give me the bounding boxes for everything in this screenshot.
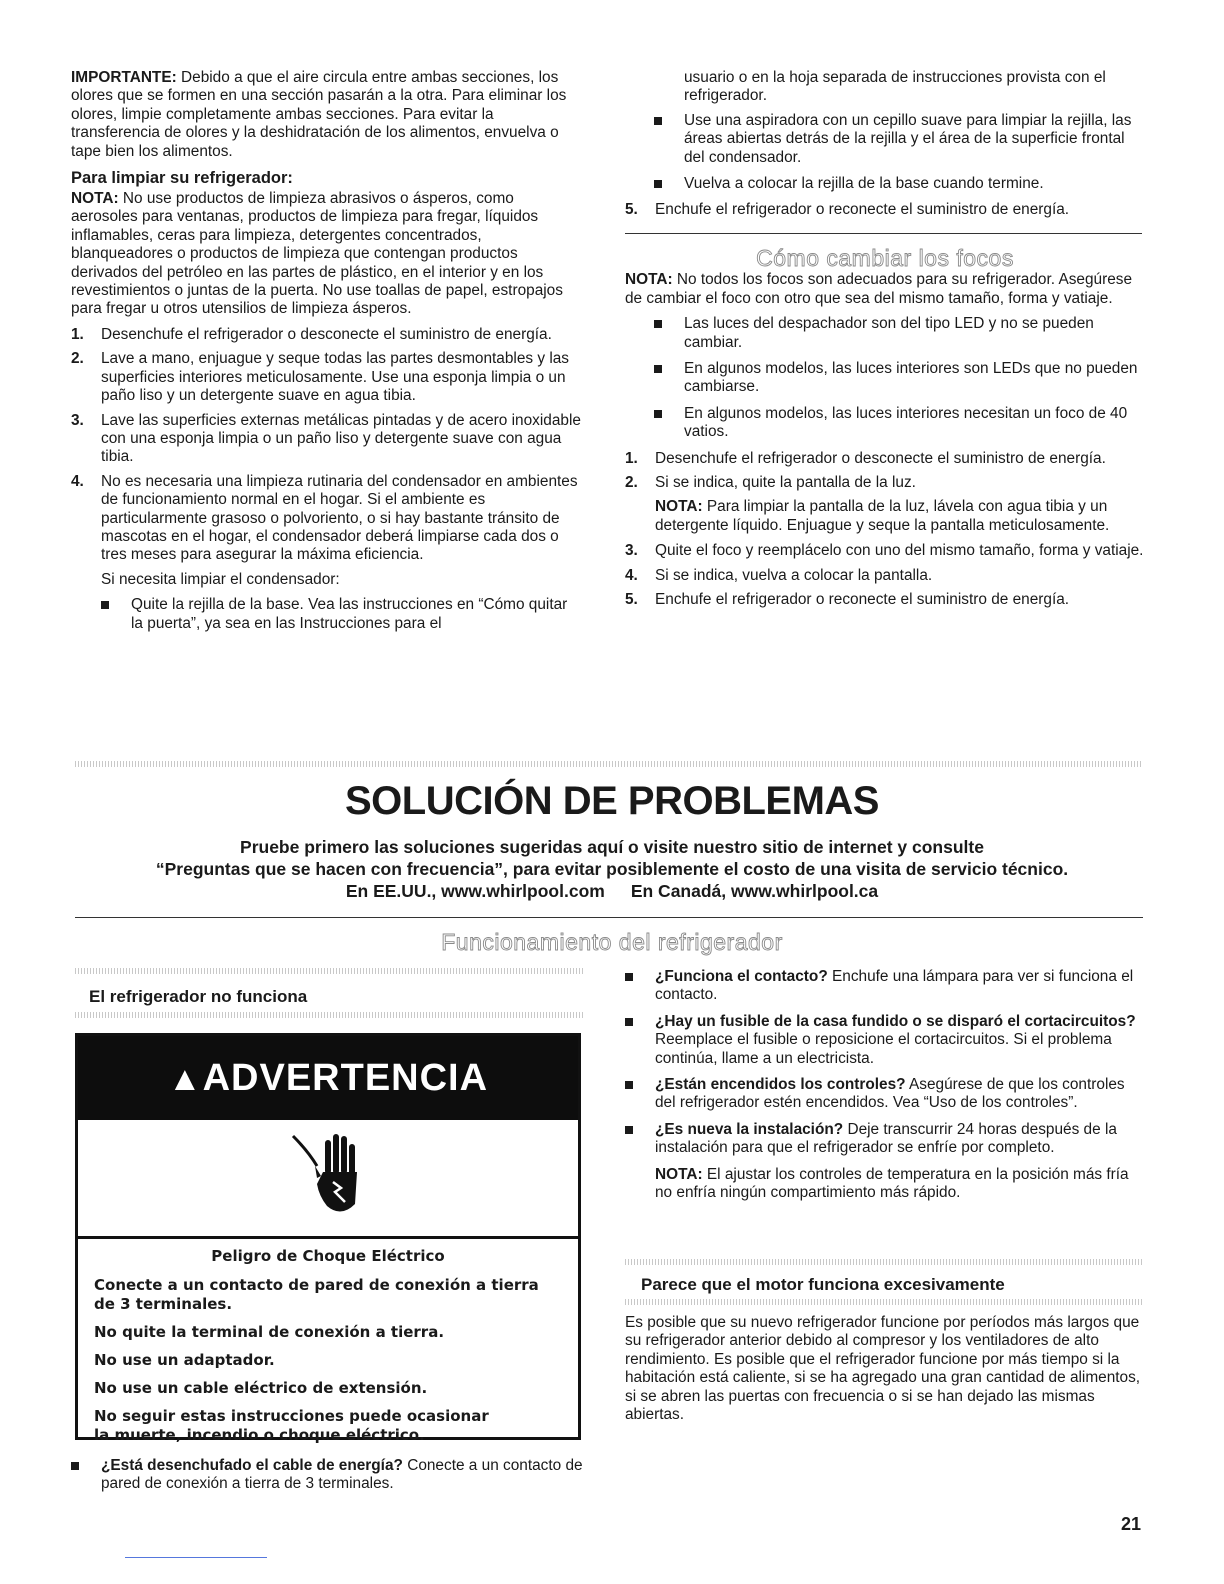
list-item: ¿Está desenchufado el cable de energía? Conecte a un contacto de pared de conexión a tierra de 3 terminales.: [71, 1457, 583, 1494]
list-item: Vuelva a colocar la rejilla de la base cuando termine.: [625, 175, 1145, 193]
list-item: ¿Es nueva la instalación? Deje transcurrir 24 horas después de la instalación para que el refrigerador se enfríe por completo.: [625, 1121, 1145, 1158]
warning-triangle-icon: ▲: [167, 1060, 203, 1098]
no-funciona-heading: El refrigerador no funciona: [89, 987, 308, 1006]
warning-body: Peligro de Choque Eléctrico Conecte a un contacto de pared de conexión a tierra de 3 terminales. No quite la terminal de conexión a tierra. No use un adaptador. No use un cable eléctrico de extensión. No seguir estas instrucciones puede ocasionar la muerte, incendio o choque eléctrico.: [78, 1239, 578, 1445]
left-bottom-bullet: [71, 1457, 583, 1502]
list-item: Use una aspiradora con un cepillo suave para limpiar la rejilla, las áreas abiertas detrás de la rejilla y el área de la superficie frontal del condensador.: [625, 112, 1145, 167]
page-title: SOLUCIÓN DE PROBLEMAS: [345, 779, 879, 823]
page-number: 21: [1120, 1514, 1141, 1534]
list-item: 3. Lave las superficies externas metálicas pintadas y de acero inoxidable con una esponja limpia o un paño liso y detergente suave con agua tibia.: [71, 411, 581, 466]
list-item: 2. Si se indica, quite la pantalla de la luz.: [625, 474, 916, 492]
bullet-icon: [625, 1121, 655, 1158]
list-item: 5. Enchufe el refrigerador o reconecte el suministro de energía.: [625, 591, 1070, 609]
bullet-icon: [625, 1076, 655, 1113]
bullet-icon: [654, 175, 684, 193]
list-item: ¿Hay un fusible de la casa fundido o se disparó el cortacircuitos? Reemplace el fusible o reposicione el cortacircuitos. Si el problema continúa, llame a un electricista.: [625, 1013, 1145, 1068]
dotted-divider: [75, 968, 583, 974]
list-item: Las luces del despachador son del tipo LED y no se pueden cambiar.: [625, 315, 1145, 352]
list-item: 4. Si se indica, vuelva a colocar la pantalla.: [625, 566, 933, 584]
focos-note: NOTA: No todos los focos son adecuados para su refrigerador. Asegúrese de cambiar el foco con otro que sea del mismo tamaño, forma y vatiaje.: [625, 271, 1133, 307]
list-item: 3. Quite el foco y reemplácelo con uno del mismo tamaño, forma y vatiaje.: [625, 542, 1144, 560]
bullet-icon: [625, 968, 655, 1005]
dotted-divider: [75, 1012, 583, 1018]
list-item: En algunos modelos, las luces interiores son LEDs que no pueden cambiarse.: [625, 360, 1145, 397]
cleaning-note: NOTA: No use productos de limpieza abrasivos o ásperos, como aerosoles para ventanas, productos de limpieza para fregar, líquidos inflamables, ceras para limpieza, detergentes concentrados, blanqueadores o productos de limpieza que contengan productos derivados del petróleo en las partes de plástico, en el interior y en los revestimientos o juntas de la puerta. No use toallas de papel, estropajos para fregar u otros utensilios de limpieza ásperos.: [71, 190, 563, 318]
right-column-bottom: [625, 968, 1145, 1209]
condenser-intro: Si necesita limpiar el condensador:: [101, 570, 340, 588]
motor-heading: Parece que el motor funciona excesivamente: [641, 1275, 1005, 1294]
list-item: 5. Enchufe el refrigerador o reconecte el suministro de energía.: [625, 201, 1070, 219]
section-divider: [625, 233, 1142, 234]
continued-text: usuario o en la hoja separada de instrucciones provista con el refrigerador.: [684, 69, 1106, 105]
bullet-icon: [71, 1457, 101, 1494]
bullet-icon: [654, 405, 684, 442]
bullet-icon: [625, 1013, 655, 1068]
importante-paragraph: IMPORTANTE: Debido a que el aire circula entre ambas secciones, los olores que se formen en una sección pasarán a la otra. Para eliminar los olores, limpie completamente ambas secciones. Para evitar la transferencia de olores y la deshidratación de los alimentos, envuelva o tape bien los alimentos.: [71, 69, 567, 160]
warning-title: Peligro de Choque Eléctrico: [211, 1247, 445, 1265]
warning-box: [75, 1033, 581, 1444]
bullet-icon: [654, 112, 684, 167]
cleaning-steps: [71, 326, 583, 565]
list-item: 1. Desenchufe el refrigerador o desconecte el suministro de energía.: [625, 449, 1106, 467]
list-item: ¿Están encendidos los controles? Asegúrese de que los controles del refrigerador estén encendidos. Vea “Uso de los controles”.: [625, 1076, 1145, 1113]
dotted-divider: [75, 761, 1143, 767]
canada-website-link[interactable]: En Canadá, www.whirlpool.ca: [630, 881, 879, 901]
focos-section: [625, 245, 1145, 616]
list-item: 4. No es necesaria una limpieza rutinaria del condensador en ambientes de funcionamiento normal en el hogar. Si el ambiente es particularmente grasoso o polvoriento, o si hay bastante tránsito de mascotas en el hogar, el condensador deberá limpiarse cada dos o tres meses para asegurar la máxima eficiencia.: [71, 472, 578, 564]
footer-line: [125, 1557, 267, 1558]
dotted-divider: [625, 1299, 1143, 1305]
bullet-icon: [654, 360, 684, 397]
electric-shock-icon: [78, 1126, 578, 1226]
section-divider: [75, 917, 1143, 918]
focos-step-note: NOTA: Para limpiar la pantalla de la luz, lávela con agua tibia y un detergente líquido. Enjuague y seque la pantalla meticulosamente.: [655, 498, 1110, 534]
list-item: 1. Desenchufe el refrigerador o desconecte el suministro de energía.: [71, 325, 552, 343]
bullet-icon: [654, 315, 684, 352]
list-item: 2. Lave a mano, enjuague y seque todas las partes desmontables y las superficies interiores meticulosamente. Use una esponja limpia o un paño liso y un detergente suave en agua tibia.: [71, 350, 570, 405]
temperature-note: NOTA: El ajustar los controles de temperatura en la posición más fría no enfría ningún compartimiento más rápido.: [655, 1165, 1129, 1202]
focos-title: Cómo cambiar los focos: [756, 245, 1014, 271]
section-title: Funcionamiento del refrigerador: [441, 929, 783, 955]
motor-text: Es posible que su nuevo refrigerador funcione por períodos más largos que su refrigerador anterior debido al compresor y los ventiladores de alto rendimiento. Es posible que el refrigerador funcione por más tiempo si la habitación está caliente, si se ha agregado una gran cantidad de alimentos, si se abren las puertas con frecuencia o si se han dejado las mismas abiertas.: [625, 1314, 1141, 1424]
warning-header: ▲ADVERTENCIA: [78, 1036, 578, 1120]
list-item: ¿Funciona el contacto? Enchufe una lámpara para ver si funciona el contacto.: [625, 968, 1145, 1005]
dotted-divider: [625, 1259, 1143, 1265]
usa-website-link[interactable]: En EE.UU., www.whirlpool.com: [345, 881, 605, 901]
list-item: En algunos modelos, las luces interiores necesitan un foco de 40 vatios.: [625, 405, 1145, 442]
left-column-top: [71, 69, 583, 641]
list-item: Quite la rejilla de la base. Vea las instrucciones en “Cómo quitar la puerta”, ya sea en las Instrucciones para el: [71, 596, 583, 633]
bullet-icon: [101, 596, 131, 633]
cleaning-heading: Para limpiar su refrigerador:: [71, 169, 293, 188]
right-column-top: [625, 69, 1145, 226]
intro-text: Pruebe primero las soluciones sugeridas aquí o visite nuestro sitio de internet y consulte “Preguntas que se hacen con frecuencia”, para evitar posiblemente el costo de una visita de servicio técnico. En EE.UU., www.whirlpool.com En Canadá, www.whirlpool.ca: [155, 837, 1069, 901]
